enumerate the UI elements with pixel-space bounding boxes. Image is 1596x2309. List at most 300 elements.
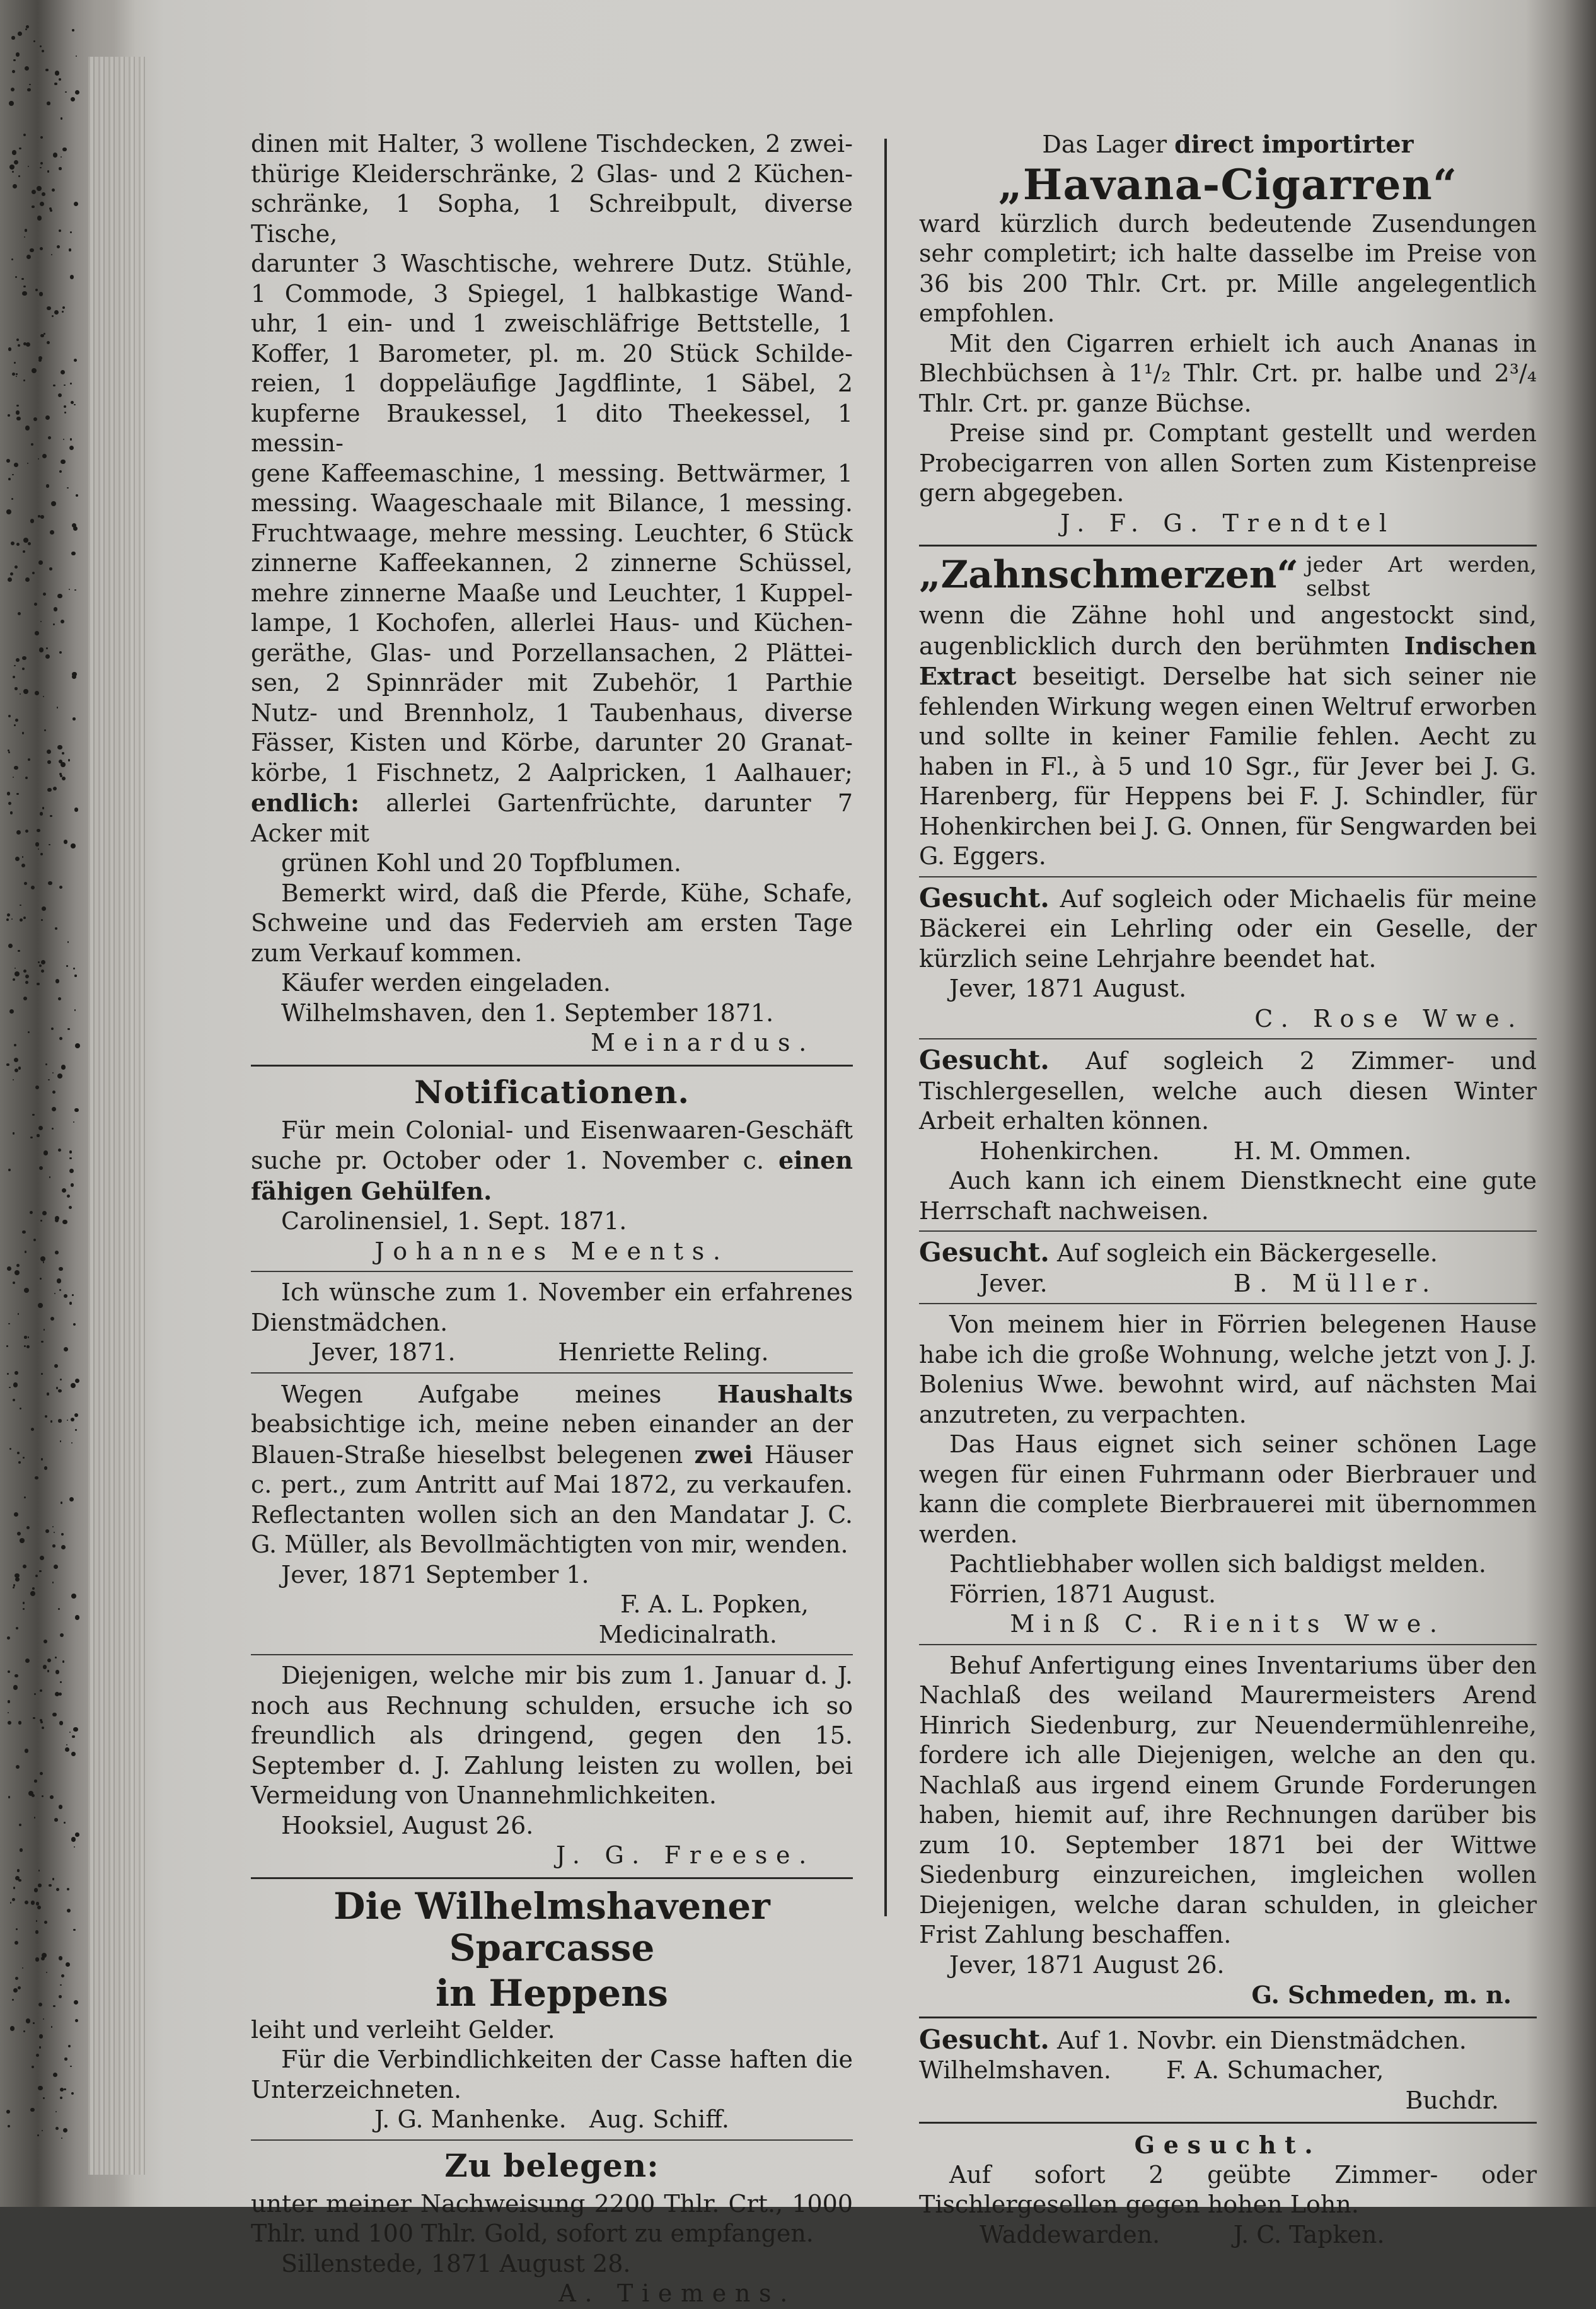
speckle	[74, 1846, 75, 1848]
speckle	[35, 631, 39, 635]
speckle	[18, 612, 21, 615]
book-page-edges	[88, 57, 145, 2175]
speckle	[74, 1009, 76, 1010]
speckle	[22, 291, 27, 296]
speckle	[54, 607, 58, 611]
speckle	[20, 1408, 22, 1410]
speckle	[62, 1660, 64, 1662]
speckle	[70, 383, 72, 385]
speckle	[37, 216, 42, 221]
speckle	[30, 519, 34, 523]
speckle	[33, 40, 35, 42]
speckle	[9, 1009, 14, 1014]
speckle	[61, 1545, 66, 1549]
speckle	[72, 717, 76, 720]
speckle	[43, 1150, 49, 1155]
speckle	[8, 1670, 10, 1673]
speckle	[16, 417, 21, 421]
speckle	[63, 2128, 67, 2132]
speckle	[17, 1532, 21, 1536]
speckle	[25, 1658, 30, 1663]
speckle	[53, 2005, 55, 2007]
speckle	[50, 1317, 54, 1321]
zahn-side-text: jeder Art werden, selbst	[1306, 552, 1537, 601]
speckle	[7, 913, 10, 917]
speckle	[16, 543, 20, 546]
endlich-cont: grünen Kohl und 20 Topfblumen.	[281, 849, 681, 877]
speckle	[67, 487, 69, 489]
foerrien-text-3: Pachtliebhaber wollen sich baldigst melden.	[949, 1550, 1486, 1578]
speckle	[18, 1986, 21, 1990]
speckle	[14, 1941, 18, 1945]
speckle	[71, 97, 75, 101]
speckle	[67, 1195, 70, 1198]
speckle	[32, 205, 35, 209]
speckle	[52, 1072, 54, 1074]
divider	[251, 1654, 853, 1655]
speckle	[71, 1183, 74, 1186]
spar-signers: J. G. Manhenke. Aug. Schiff.	[374, 2105, 729, 2133]
speckle	[32, 190, 36, 194]
auction-item-line: dinen mit Halter, 3 wollene Tischdecken, 2 zwei-	[251, 130, 853, 158]
speckle	[35, 1085, 39, 1089]
speckle	[52, 1544, 55, 1548]
speckle	[37, 2134, 39, 2136]
speckle	[75, 1429, 77, 1431]
speckle	[31, 1901, 35, 1904]
auction-item-line: lampe, 1 Kochofen, allerlei Haus- und Küchen-	[251, 609, 853, 637]
speckle	[59, 1956, 62, 1960]
speckle	[40, 1689, 42, 1692]
speckle	[23, 2030, 25, 2032]
speckle	[13, 1685, 18, 1690]
speckle	[8, 715, 11, 717]
speckle	[18, 950, 20, 952]
divider	[919, 1644, 1537, 1645]
speckle	[28, 542, 31, 545]
belegen-place: Sillenstede, 1871 August 28.	[281, 2249, 631, 2277]
haus-text: Wegen Aufgabe meines Haushalts beabsichtige ich, meine neben einander an der Blauen-Straße hieselbst belegenen zwei Häuser c. pert., zum Antritt auf Mai 1872, zu verkaufen. Reflectanten wollen sich an den Mandatar J. C. G. Müller, als Bevollmächtigten von mir, wenden.	[251, 1379, 853, 1558]
speckle	[42, 807, 44, 809]
speckle	[64, 2088, 66, 2090]
speckle	[70, 438, 72, 441]
speckle	[42, 454, 47, 459]
speckle	[22, 732, 24, 734]
speckle	[38, 961, 40, 964]
speckle	[18, 1067, 21, 1069]
speckle	[59, 1289, 61, 1291]
speckle	[51, 1027, 54, 1030]
speckle	[45, 69, 48, 71]
speckle	[50, 1795, 54, 1799]
speckle	[18, 175, 20, 177]
speckle	[21, 864, 25, 867]
speckle	[69, 1302, 72, 1304]
speckle	[14, 463, 18, 467]
auction-item-line: uhr, 1 ein- und 1 zweischläfrige Bettstelle, 1	[251, 310, 853, 337]
speckle	[40, 45, 42, 47]
auction-item-line: mehre zinnerne Maaße und Leuchter, 1 Kuppel-	[251, 579, 853, 607]
speckle	[35, 691, 39, 695]
divider	[251, 1877, 853, 1879]
speckle	[40, 621, 42, 622]
auction-item-line: messing. Waageschaale mit Bilance, 1 messing.	[251, 489, 853, 517]
divider	[919, 545, 1537, 547]
spar-text-1: leiht und verleiht Gelder.	[251, 2015, 555, 2044]
speckle	[8, 1169, 11, 1171]
gesucht-5-line: Waddewarden. J. C. Tapken.	[980, 2220, 1385, 2248]
speckle	[14, 1512, 18, 1517]
schuld-signer: J. G. Freese.	[555, 1841, 815, 1869]
speckle	[14, 362, 16, 364]
speckle	[22, 856, 23, 857]
speckle	[26, 342, 30, 347]
speckle	[8, 1796, 11, 1798]
speckle	[38, 2003, 42, 2006]
speckle	[12, 150, 16, 154]
speckle	[59, 470, 62, 473]
speckle	[8, 414, 10, 417]
speckled-cover-strip	[0, 0, 88, 2207]
speckle	[57, 245, 60, 248]
divider	[919, 876, 1537, 877]
speckle	[69, 589, 70, 590]
speckle	[74, 589, 76, 591]
speckle	[11, 918, 13, 920]
speckle	[64, 2057, 67, 2060]
speckle	[44, 1466, 47, 1469]
speckle	[48, 436, 51, 439]
speckle	[74, 807, 78, 811]
speckle	[9, 165, 14, 170]
speckle	[40, 162, 43, 165]
speckle	[43, 1261, 45, 1263]
speckle	[7, 1373, 9, 1375]
speckle	[14, 687, 18, 690]
belegen-heading: Zu belegen:	[444, 2146, 659, 2184]
speckle	[12, 474, 14, 476]
gesucht-1-signer: C. Rose Wwe.	[1254, 1004, 1524, 1033]
speckle	[24, 1336, 27, 1339]
speckle	[10, 572, 13, 576]
auction-item-line: 1 Commode, 3 Spiegel, 1 halbkastige Wand-	[251, 279, 853, 308]
speckle	[69, 1206, 72, 1209]
speckle	[23, 134, 26, 136]
speckle	[10, 2026, 15, 2031]
speckle	[8, 478, 11, 480]
notif-text: Für mein Colonial- und Eisenwaaren-Geschäft suche pr. October oder 1. November c. einen fähigen Gehülfen.	[251, 1116, 853, 1205]
gesucht-1-text: Gesucht. Auf sogleich oder Michaelis für meine Bäckerei ein Lehrling oder ein Geselle, der kürzlich seine Lehrjahre beendet hat.	[919, 882, 1537, 973]
speckle	[59, 773, 62, 775]
haus-signer-title: Medicinalrath.	[598, 1620, 777, 1648]
speckle	[59, 1995, 62, 1998]
speckle	[67, 941, 69, 942]
speckle	[66, 1744, 68, 1746]
speckle	[66, 1962, 70, 1967]
havana-heading: „Havana-Cigarren“	[998, 159, 1458, 209]
speckle	[71, 552, 76, 556]
speckle	[7, 1636, 10, 1640]
speckle	[23, 286, 26, 288]
auction-item-line: sen, 2 Spinnräder mit Zubehör, 1 Parthie	[251, 669, 853, 697]
speckle	[16, 376, 17, 377]
speckle	[47, 101, 50, 105]
speckle	[8, 751, 10, 753]
speckle	[24, 1345, 26, 1347]
speckle	[16, 1627, 18, 1629]
speckle	[61, 620, 64, 623]
speckle	[34, 1888, 38, 1892]
place-date: Wilhelmshaven, den 1. September 1871.	[281, 998, 774, 1027]
speckle	[23, 538, 28, 543]
speckle	[54, 1565, 58, 1569]
speckle	[67, 1888, 69, 1890]
spar-text-2: Für die Verbindlichkeiten der Casse haften die Unterzeichneten.	[251, 2046, 853, 2104]
speckle	[49, 1176, 50, 1178]
divider	[919, 1230, 1537, 1232]
speckle	[14, 1270, 20, 1275]
speckle	[45, 1063, 47, 1065]
speckle	[6, 459, 10, 463]
speckle	[16, 658, 20, 662]
speckle	[39, 2046, 42, 2049]
speckle	[55, 1670, 59, 1674]
speckle	[43, 2018, 44, 2020]
speckle	[73, 1929, 75, 1931]
speckle	[50, 815, 52, 818]
speckle	[64, 405, 66, 408]
speckle	[36, 2054, 39, 2057]
speckle	[9, 1448, 11, 1450]
gesucht-4-text: Gesucht. Auf 1. Novbr. ein Dienstmädchen.	[919, 2023, 1467, 2055]
speckle	[71, 1837, 76, 1841]
speckle	[65, 1747, 69, 1752]
speckle	[69, 248, 71, 251]
schuld-place: Hooksiel, August 26.	[281, 1811, 534, 1839]
speckle	[24, 1496, 26, 1498]
speckle	[12, 171, 14, 173]
speckle	[26, 255, 31, 259]
speckle	[42, 1211, 47, 1215]
speckle	[10, 811, 13, 814]
speckle	[44, 729, 46, 731]
speckle	[28, 758, 30, 761]
speckle	[15, 276, 17, 278]
speckle	[59, 167, 61, 170]
speckle	[55, 2127, 59, 2130]
gesucht-4-signer-title: Buchdr.	[1405, 2086, 1499, 2114]
speckle	[16, 1928, 18, 1930]
speckle	[16, 1264, 20, 1267]
speckle	[33, 417, 37, 421]
speckle	[37, 983, 39, 985]
trendtel-signer: J. F. G. Trendtel	[1060, 509, 1396, 537]
speckle	[30, 1137, 32, 1138]
speckle	[75, 90, 79, 95]
sparcasse-heading-2: in Heppens	[436, 1971, 668, 2015]
haus-place: Jever, 1871 September 1.	[281, 1560, 589, 1589]
speckle	[6, 509, 11, 514]
speckle	[53, 385, 55, 386]
speckle	[30, 248, 33, 252]
speckle	[65, 91, 66, 93]
speckle	[75, 1615, 79, 1619]
speckle	[69, 446, 74, 451]
auction-item-line: reien, 1 doppeläufige Jagdflinte, 1 Säbel, 2	[251, 369, 853, 397]
speckle	[37, 1906, 41, 1909]
speckle	[34, 1817, 36, 1819]
speckle	[19, 1824, 21, 1826]
speckle	[68, 2045, 71, 2047]
speckle	[16, 410, 20, 415]
auction-item-line: gene Kaffeemaschine, 1 messing. Bettwärmer, 1	[251, 459, 853, 487]
speckle	[72, 1294, 74, 1296]
speckle	[76, 494, 78, 497]
speckle	[30, 2108, 35, 2112]
divider	[251, 1271, 853, 1272]
speckle	[61, 1502, 62, 1503]
speckle	[61, 2138, 63, 2139]
speckle	[64, 840, 68, 844]
notif-heading: Notificationen.	[414, 1073, 690, 1111]
speckle	[33, 1717, 35, 1720]
speckle	[71, 1418, 75, 1422]
speckle	[52, 1878, 54, 1880]
inventar-place: Jever, 1871 August 26.	[949, 1950, 1225, 1979]
speckle	[40, 1220, 42, 1222]
speckle	[16, 1765, 20, 1769]
speckle	[70, 2066, 72, 2068]
speckle	[53, 787, 57, 790]
speckle	[54, 1364, 58, 1368]
inventar-signer: G. Schmeden, m. n.	[1251, 1981, 1512, 2009]
speckle	[12, 373, 15, 376]
speckle	[59, 1267, 63, 1271]
speckle	[47, 341, 50, 344]
speckle	[45, 654, 50, 659]
speckle	[46, 1972, 47, 1973]
foerrien-text: Von meinem hier in Förrien belegenen Hause habe ich die große Wohnung, welche jetzt von J. J. Bolenius Wwe. bewohnt wird, auf nächsten Mai anzutreten, zu verpachten.	[919, 1311, 1537, 1428]
speckle	[8, 944, 13, 948]
speckle	[63, 439, 64, 440]
speckle	[46, 484, 50, 488]
speckle	[56, 1888, 59, 1891]
speckle	[71, 1752, 76, 1756]
speckle	[47, 1658, 51, 1662]
speckle	[25, 66, 29, 71]
speckle	[13, 978, 15, 981]
speckle	[48, 881, 52, 886]
speckle	[13, 1132, 14, 1134]
speckle	[6, 1345, 8, 1347]
speckle	[45, 1529, 49, 1533]
speckle	[74, 404, 76, 406]
auction-item-line: Koffer, 1 Barometer, pl. m. 20 Stück Schilde-	[251, 339, 853, 367]
speckle	[23, 997, 27, 1000]
remark-text: Bemerkt wird, daß die Pferde, Kühe, Schafe, Schweine und das Federvieh am ersten Tage zum Verkauf kommen.	[251, 879, 853, 967]
speckle	[40, 812, 43, 815]
speckle	[11, 88, 14, 91]
speckle	[74, 359, 77, 362]
dienst-text: Ich wünsche zum 1. November ein erfahrenes Dienstmädchen.	[251, 1278, 853, 1336]
speckle	[55, 2111, 57, 2112]
speckle	[75, 1043, 80, 1048]
speckle	[53, 623, 55, 625]
speckle	[25, 981, 28, 984]
speckle	[73, 1727, 78, 1732]
speckle	[61, 370, 66, 375]
speckle	[62, 148, 66, 151]
signer-meinardus: Meinardus.	[590, 1029, 815, 1056]
speckle	[40, 1772, 43, 1775]
speckle	[52, 1582, 54, 1583]
speckle	[51, 2026, 53, 2028]
speckle	[14, 1068, 18, 1072]
speckle	[45, 1415, 47, 1418]
speckle	[43, 593, 46, 596]
speckle	[8, 2125, 10, 2127]
speckle	[75, 2019, 78, 2022]
auction-item-line: Fruchtwaage, mehre messing. Leuchter, 6 Stück	[251, 519, 853, 547]
speckle	[42, 906, 46, 911]
speckle	[6, 918, 9, 921]
speckle	[11, 498, 13, 500]
inventar-text: Behuf Anfertigung eines Inventariums über den Nachlaß des weiland Maurermeisters Arend Hinrich Siedenburg, zur Neuendermühlenreihe, fordere ich alle Diejenigen, welche an den qu. Nachlaß aus irgend einem Grunde Forderungen haben, hiemit auf, ihre Rechnungen darüber bis zum 10. September 1871 bei der Wittwe Siedenburg einzureichen, imgleichen wollen Diejenigen, welche daran schulden, in gleicher Frist Zahlung beschaffen.	[919, 1651, 1537, 1948]
speckle	[6, 1063, 9, 1067]
speckle	[12, 1898, 16, 1902]
speckle	[49, 567, 52, 570]
speckle	[47, 170, 50, 173]
speckle	[25, 1749, 28, 1752]
auction-item-list	[251, 129, 853, 788]
speckle	[14, 766, 18, 770]
speckle	[55, 927, 57, 930]
zahnschmerzen-heading: „Zahnschmerzen“	[919, 553, 1299, 597]
auction-item-line: zinnerne Kaffeekannen, 2 zinnerne Schüssel,	[251, 549, 853, 577]
speckle	[67, 1420, 68, 1421]
divider	[251, 1372, 853, 1374]
speckle	[12, 1999, 14, 2001]
speckle	[15, 1577, 20, 1582]
speckle	[55, 979, 59, 983]
speckle	[38, 515, 40, 517]
speckle	[17, 1452, 20, 1454]
speckle	[38, 1870, 40, 1872]
speckle	[59, 1721, 63, 1725]
speckle	[69, 1150, 72, 1154]
speckle	[35, 842, 40, 847]
speckle	[73, 1323, 76, 1326]
speckle	[72, 674, 76, 679]
speckle	[54, 83, 57, 86]
speckle	[71, 2092, 74, 2095]
speckle	[25, 577, 30, 582]
speckle	[18, 1461, 21, 1464]
speckle	[43, 2097, 45, 2100]
speckle	[32, 2066, 34, 2068]
speckle	[62, 1188, 66, 1193]
speckle	[22, 668, 25, 670]
speckle	[28, 166, 29, 167]
lager-line: Das Lager direct importirter	[1042, 130, 1414, 158]
speckle	[14, 160, 18, 165]
speckle	[14, 1044, 16, 1046]
foerrien-signer: Minß C. Rienits Wwe.	[1010, 1610, 1446, 1638]
speckle	[62, 306, 65, 309]
speckle	[66, 965, 68, 967]
speckle	[14, 565, 18, 569]
speckle	[40, 515, 44, 519]
